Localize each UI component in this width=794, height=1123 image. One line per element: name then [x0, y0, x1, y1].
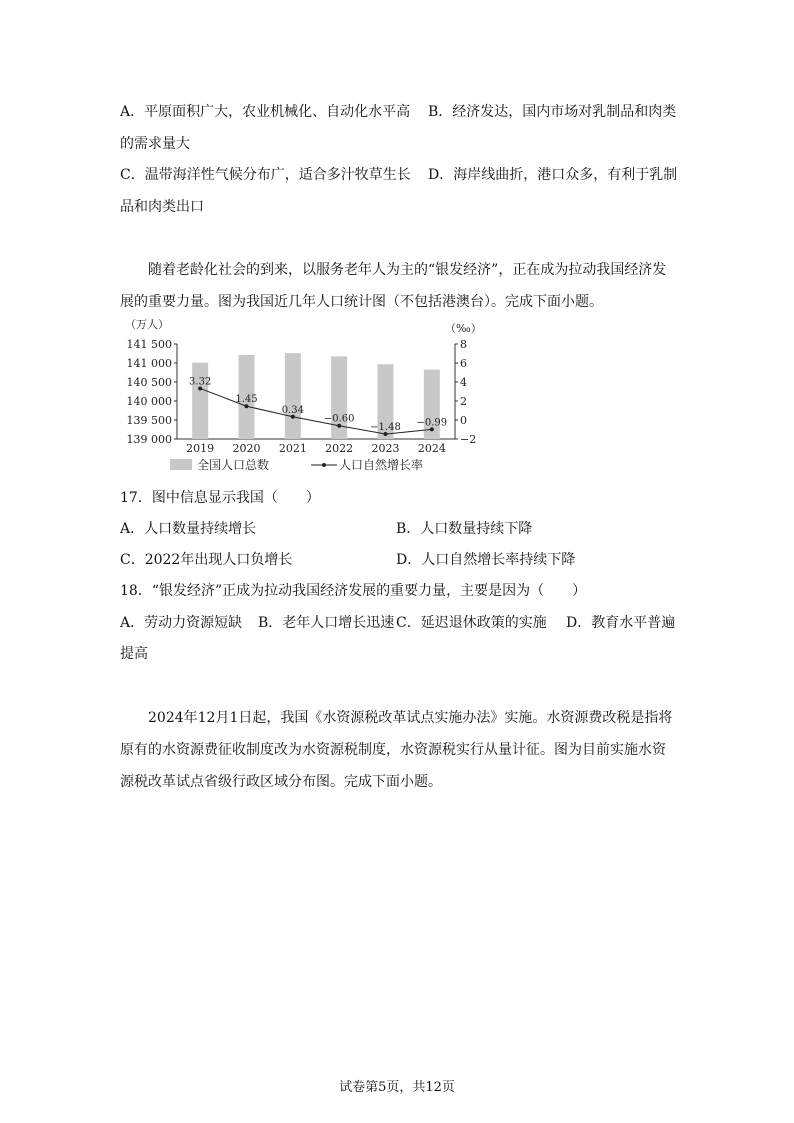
right-tick-label: 8 [460, 338, 467, 351]
left-tick-label: 141 000 [126, 357, 172, 370]
x-tick-label: 2023 [371, 442, 400, 455]
q18-option-c: C．延迟退休政策的实施 [396, 615, 547, 631]
q17-option-c: C．2022年出现人口负增长 [120, 552, 293, 568]
left-axis-unit: （万人） [125, 318, 169, 331]
passage-silver-economy: 随着老龄化社会的到来，以服务老年人为主的“银发经济”，正在成为拉动我国经济发展的重要力量。图为我国近几年人口统计图（不包括港澳台）。完成下面小题。 [120, 262, 667, 310]
legend-bar-swatch [170, 459, 192, 470]
q16-option-a: A．平原面积广大，农业机械化、自动化水平高 [120, 104, 411, 120]
q16-option-d: D．海岸线曲折，港口众多，有利于乳制 [428, 167, 678, 183]
q18-option-a: A．劳动力资源短缺 [120, 615, 243, 631]
right-axis-unit: （‰） [445, 322, 482, 335]
growth-rate-label: 1.45 [235, 394, 258, 406]
population-chart [115, 314, 495, 479]
right-tick-label: 2 [460, 395, 467, 408]
x-tick-label: 2019 [186, 442, 215, 455]
left-tick-label: 140 000 [126, 395, 172, 408]
q16-option-d-cont: 品和肉类出口 [120, 199, 204, 215]
legend-bar-label: 全国人口总数 [197, 458, 270, 472]
left-tick-label: 139 500 [126, 414, 172, 427]
left-tick-label: 141 500 [126, 338, 172, 351]
q18-stem: 18．“银发经济”正成为拉动我国经济发展的重要力量，主要是因为（ ） [120, 583, 587, 599]
x-tick-label: 2022 [325, 442, 354, 455]
bar-2021 [285, 353, 301, 439]
growth-rate-label: −0.99 [416, 417, 448, 429]
q16-option-b-cont: 的需求量大 [120, 136, 190, 152]
q16-option-b: B．经济发达，国内市场对乳制品和肉类 [428, 104, 677, 120]
q18-option-d-cont: 提高 [120, 646, 148, 662]
q18-option-b: B．老年人口增长迅速 [258, 615, 395, 631]
growth-rate-label: −0.60 [323, 413, 355, 425]
growth-rate-label: 0.34 [281, 404, 304, 416]
left-tick-label: 139 000 [126, 433, 172, 446]
left-tick-label: 140 500 [126, 376, 172, 389]
q16-option-c: C．温带海洋性气候分布广，适合多汁牧草生长 [120, 167, 411, 183]
right-tick-label: 6 [460, 357, 467, 370]
growth-rate-label: −1.48 [370, 422, 401, 434]
right-tick-label: 0 [460, 414, 467, 427]
x-tick-label: 2021 [278, 442, 307, 455]
q17-stem: 17．图中信息显示我国（ ） [120, 490, 320, 506]
passage-water-tax: 2024年12月1日起，我国《水资源税改革试点实施办法》实施。水资源费改税是指将原有的水资源费征收制度改为水资源税制度，水资源税实行从量计征。图为目前实施水资源税改革试点省级行政区域分布图。完成下面小题。 [120, 710, 673, 790]
x-tick-label: 2020 [232, 442, 261, 455]
legend-line-label: 人口自然增长率 [339, 458, 424, 472]
growth-rate-label: 3.32 [189, 376, 212, 388]
bar-2019 [192, 363, 208, 439]
right-tick-label: −2 [460, 433, 477, 446]
x-tick-label: 2024 [417, 442, 446, 455]
q17-option-a: A．人口数量持续增长 [120, 521, 257, 537]
right-tick-label: 4 [460, 376, 467, 389]
page-footer: 试卷第5页，共12页 [339, 1080, 455, 1095]
legend-line-marker [322, 463, 326, 467]
q18-option-d: D．教育水平普遍 [566, 615, 676, 631]
q17-option-d: D．人口自然增长率持续下降 [396, 552, 576, 568]
q17-option-b: B．人口数量持续下降 [396, 521, 533, 537]
